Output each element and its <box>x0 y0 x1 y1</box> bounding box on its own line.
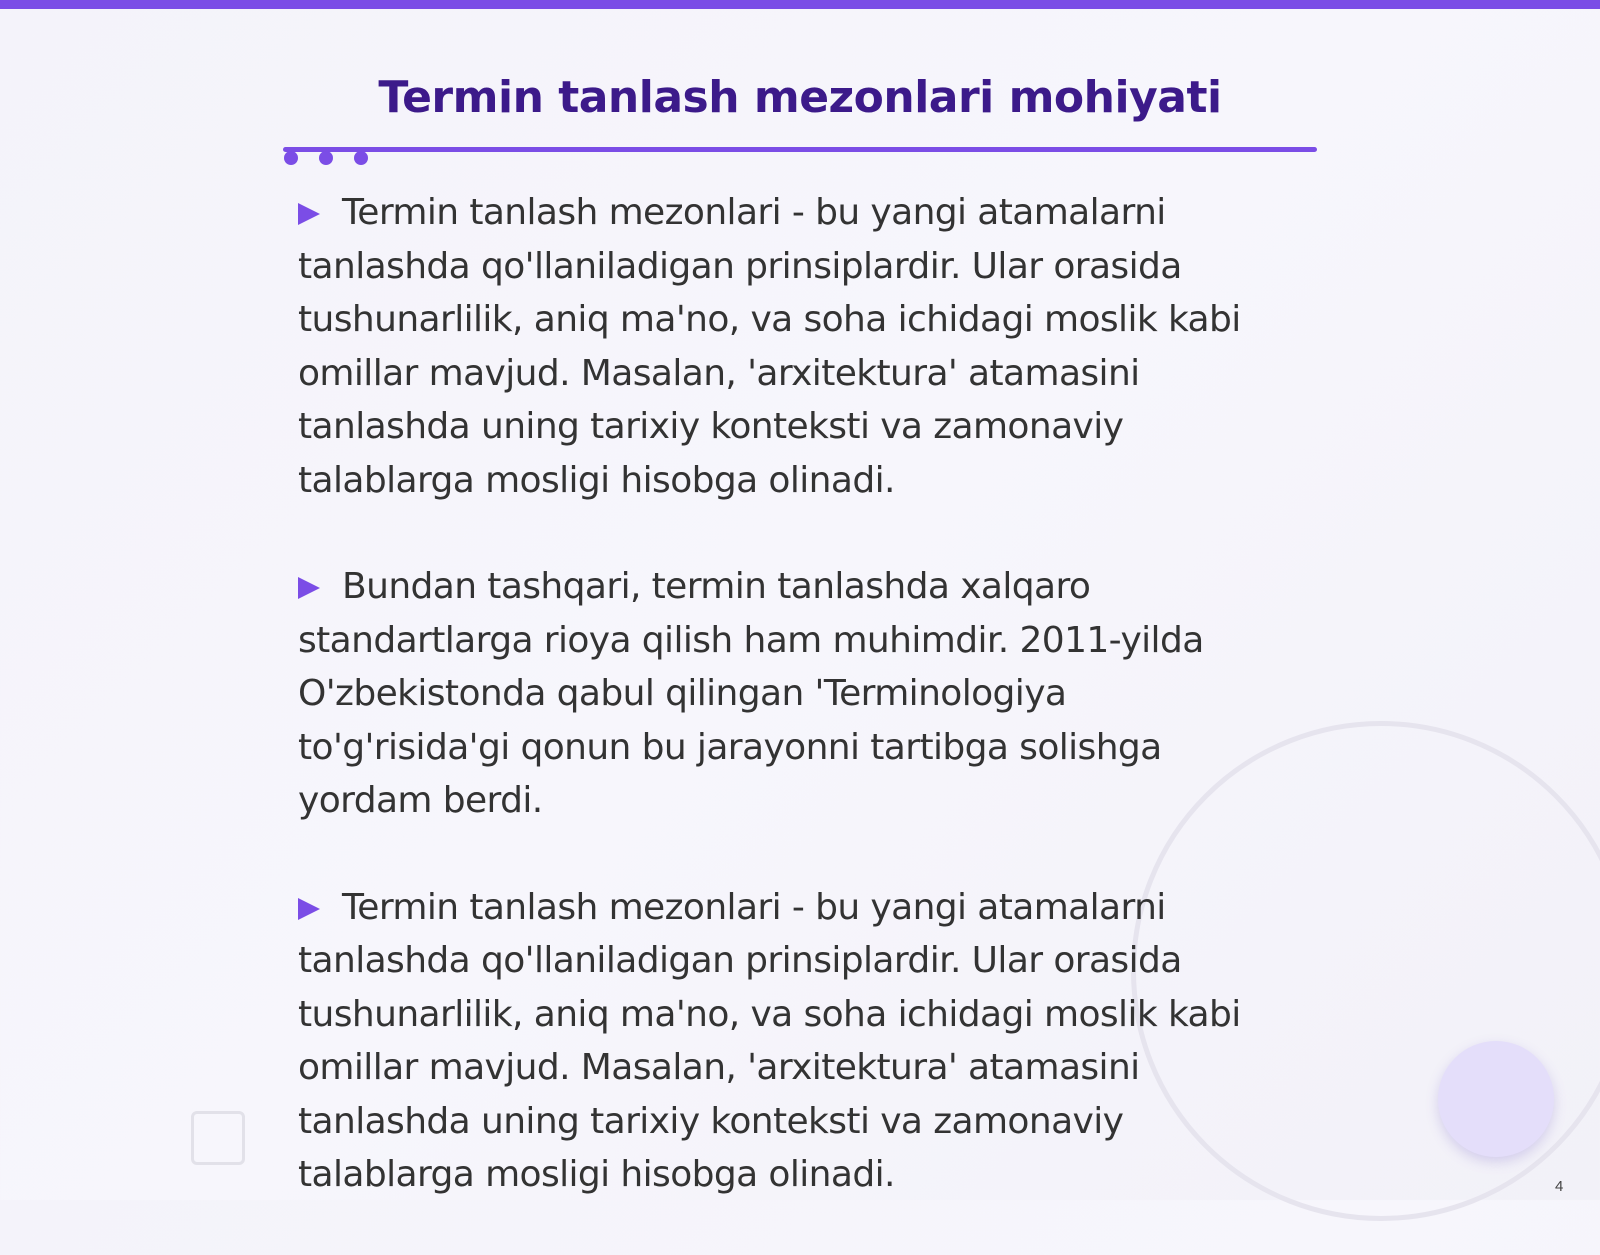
bullet-item <box>298 186 1278 507</box>
bullet-item <box>298 881 1278 1202</box>
page-number: 4 <box>1555 1178 1564 1195</box>
triangle-right-icon <box>298 577 320 599</box>
bullet-text: Bundan tashqari, termin tanlashda xalqaro standartlarga rioya qilish ham muhimdir. 2011-yilda O'zbekistonda qabul qilingan 'Terminologiya to'g'risida'gi qonun bu jarayonni tartibga solishga yordam berdi. <box>298 566 1204 821</box>
title-underline <box>283 147 1317 152</box>
triangle-right-icon <box>298 203 320 225</box>
bullet-text: Termin tanlash mezonlari - bu yangi atamalarni tanlashda qo'llaniladigan prinsiplardir. Ular orasida tushunarlilik, aniq ma'no, va soha ichidagi moslik kabi omillar mavjud. Masalan, 'arxitektura' atamasini tanlashda uning tarixiy konteksti va zamonaviy talablarga mosligi hisobga olinadi. <box>298 192 1241 501</box>
decorative-square <box>191 1111 245 1165</box>
decorative-dot <box>354 151 368 165</box>
bullet-text: Termin tanlash mezonlari - bu yangi atamalarni tanlashda qo'llaniladigan prinsiplardir. Ular orasida tushunarlilik, aniq ma'no, va soha ichidagi moslik kabi omillar mavjud. Masalan, 'arxitektura' atamasini tanlashda uning tarixiy konteksti va zamonaviy talablarga mosligi hisobga olinadi. <box>298 886 1241 1195</box>
bullet-list <box>298 186 1278 1255</box>
bullet-item <box>298 560 1278 828</box>
triangle-right-icon <box>298 898 320 920</box>
decorative-dot <box>319 151 333 165</box>
decorative-circle-filled <box>1438 1041 1554 1157</box>
top-accent-bar <box>0 0 1600 9</box>
decorative-dot <box>284 151 298 165</box>
slide-title: Termin tanlash mezonlari mohiyati <box>378 72 1222 123</box>
